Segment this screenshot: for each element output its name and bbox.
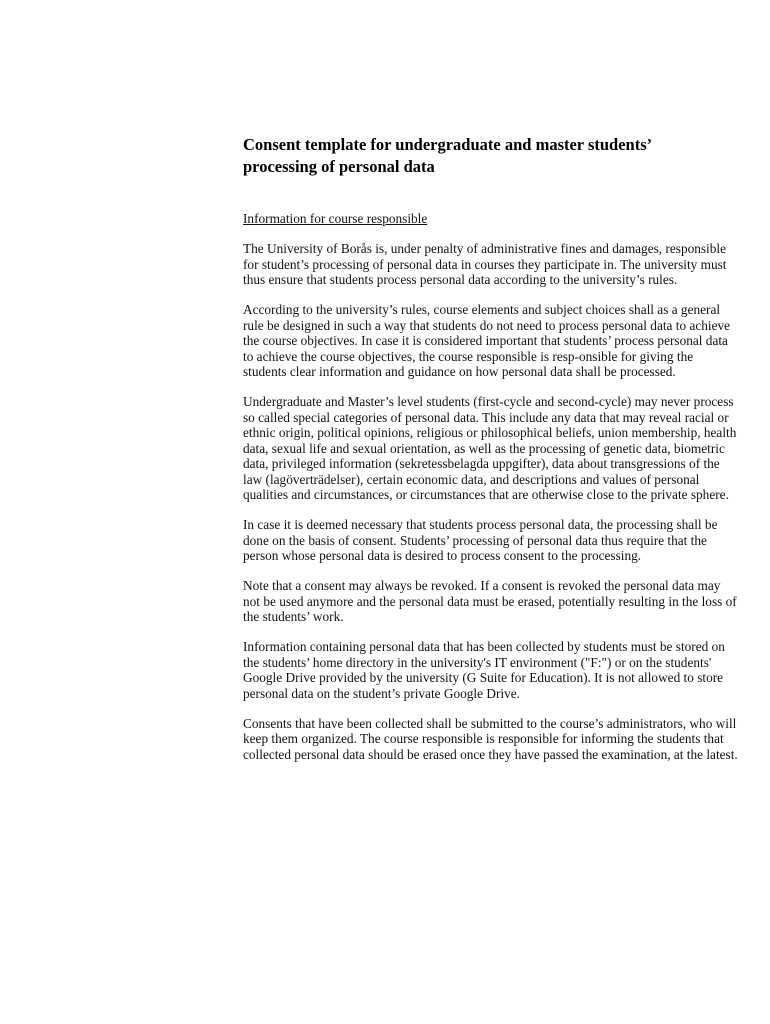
section-heading: Information for course responsible [243,211,428,226]
document-title [243,134,738,178]
paragraph-data-storage: Information containing personal data that has been collected by students must be stored on the students’ home directory in the university's IT environment ("F:") or on the students' Google Drive provided by the university (G Suite for Education). It is not allowed to store personal data on the student’s private Google Drive. [243,639,725,701]
paragraph-consent-revocation: Note that a consent may always be revoked. If a consent is revoked the personal data may not be used anymore and the personal data must be erased, potentially resulting in the loss of the students’ work. [243,578,737,624]
paragraph-university-responsibility: The University of Borås is, under penalty of administrative fines and damages, responsible for student’s processing of personal data in courses they participate in. The university must thus ensure that students process personal data according to the university’s rules. [243,241,727,287]
paragraph-special-categories: Undergraduate and Master’s level students (first-cycle and second-cycle) may never process so called special categories of personal data. This include any data that may reveal racial or ethnic origin, political opinions, religious or philosophical beliefs, union membership, health data, sexual life and sexual orientation, as well as the processing of genetic data, biometric data, privileged information (sekretessbelagda uppgifter), data about transgressions of the law (lagöverträdelser), certain economic data, and descriptions and values of personal qualities and circumstances, or circumstances that are otherwise close to the private sphere. [243,394,737,502]
title-line-1: Consent template for undergraduate and master students’ [243,135,653,154]
title-line-2: processing of personal data [243,157,435,176]
paragraph-course-design-rules: According to the university’s rules, course elements and subject choices shall as a general rule be designed in such a way that students do not need to process personal data to achieve the course objectives. In case it is considered important that students’ process personal data to achieve the course objectives, the course responsible is resp-onsible for giving the students clear information and guidance on how personal data shall be processed. [243,302,731,379]
document-body [243,134,738,762]
paragraph-consent-submission: Consents that have been collected shall be submitted to the course’s administrators, who will keep them organized. The course responsible is responsible for informing the students that collected personal data should be erased once they have passed the examination, at the latest. [243,715,738,762]
paragraph-consent-basis: In case it is deemed necessary that students process personal data, the processing shall be done on the basis of consent. Students’ processing of personal data thus require that the person whose personal data is desired to process consent to the processing. [243,517,718,563]
